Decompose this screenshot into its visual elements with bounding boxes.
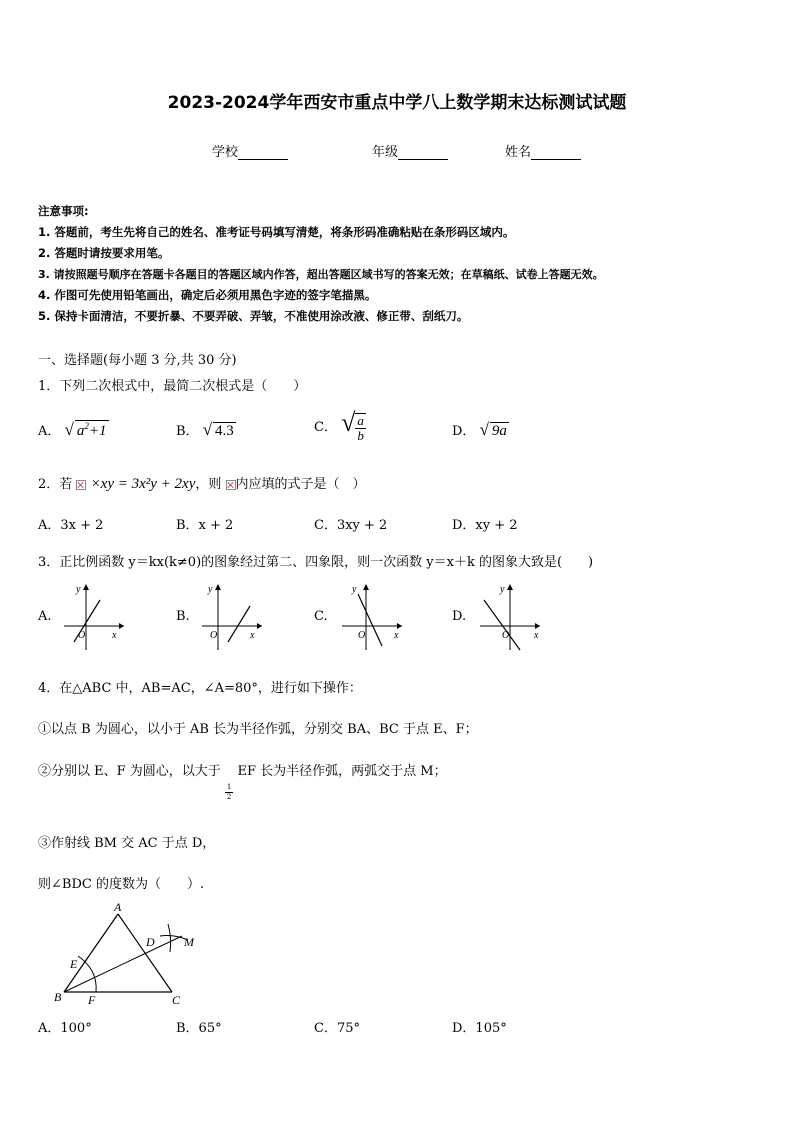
svg-text:y: y: [208, 584, 213, 595]
svg-text:O: O: [210, 630, 218, 641]
q4-option-b[interactable]: B．65°: [176, 1021, 222, 1036]
question-2-stem: 2．若 ×xy = 3x²y + 2xy，则 内应填的式子是（ ）: [38, 476, 366, 492]
half-fraction: $\frac{1}{2}$: [226, 783, 232, 801]
svg-text:y: y: [76, 584, 81, 595]
option-label: B．: [176, 424, 199, 439]
sqrt-expression: √ 9a: [479, 420, 507, 439]
placeholder-box-icon: [76, 480, 86, 490]
q1-option-a[interactable]: [38, 420, 109, 440]
q2-option-b[interactable]: B．x + 2: [176, 518, 234, 533]
svg-text:O: O: [502, 630, 510, 641]
svg-text:F: F: [88, 993, 96, 1007]
q1-option-d[interactable]: [452, 420, 509, 440]
q3-graph-a[interactable]: [60, 580, 128, 652]
svg-text:x: x: [394, 630, 399, 641]
equation: ×xy = 3x²y + 2xy: [90, 476, 196, 492]
q3-option-a-label[interactable]: A.: [38, 609, 52, 624]
svg-text:M: M: [184, 935, 194, 949]
notice-item: 4. 作图可先使用铅笔画出，确定后必须用黑色字迹的签字笔描黑。: [38, 288, 377, 302]
q2-option-c[interactable]: C．3xy + 2: [314, 518, 388, 533]
notice-item: 3. 请按照题号顺序在答题卡各题目的答题区域内作答，超出答题区域书写的答案无效；在草稿纸、试卷上答题无效。: [38, 268, 604, 281]
svg-text:x: x: [112, 630, 117, 641]
q4-step-3: ③作射线 BM 交 AC 于点 D，: [38, 836, 216, 851]
q4-step-1: ①以点 B 为圆心，以小于 AB 长为半径作弧，分别交 BA、BC 于点 E、F；: [38, 722, 478, 737]
svg-text:O: O: [358, 630, 366, 641]
name-field[interactable]: [505, 141, 581, 160]
q4-option-a[interactable]: A．100°: [38, 1021, 92, 1036]
svg-text:A: A: [114, 900, 122, 914]
q4-step-2: ②分别以 E、F 为圆心，以大于 $\frac{1}{2}$ EF 长为半径作弧，两弧交于点 M；: [38, 764, 447, 801]
svg-text:y: y: [352, 584, 357, 595]
option-label: D．: [452, 424, 476, 439]
q1-option-c[interactable]: [314, 408, 366, 443]
triangle-figure: [50, 900, 210, 1010]
q3-graph-b[interactable]: [198, 580, 266, 652]
notice-item: 2. 答题时请按要求用笔。: [38, 246, 170, 260]
option-label: A．: [38, 424, 61, 439]
notice-item: 5. 保持卡面清洁，不要折暴、不要弄破、弄皱，不准使用涂改液、修正带、刮纸刀。: [38, 309, 469, 323]
q2-option-d[interactable]: D．xy + 2: [452, 518, 518, 533]
q3-option-c-label[interactable]: C.: [314, 609, 328, 624]
q3-graph-c[interactable]: [338, 580, 406, 652]
q4-option-c[interactable]: C．75°: [314, 1021, 360, 1036]
svg-text:C: C: [172, 993, 181, 1007]
q2-option-a[interactable]: A．3x + 2: [38, 518, 104, 533]
q3-option-b-label[interactable]: B.: [176, 609, 190, 624]
school-label: 学校: [212, 145, 239, 160]
svg-text:E: E: [70, 957, 78, 971]
q4-option-d[interactable]: D．105°: [452, 1021, 507, 1036]
option-label: C．: [314, 420, 337, 435]
placeholder-box-icon: [226, 480, 236, 490]
question-3-stem: 3．正比例函数 y＝kx(k≠0)的图象经过第二、四象限，则一次函数 y＝x＋k 的图象大致是( ): [38, 555, 594, 570]
section-heading: 一、选择题(每小题 3 分,共 30 分): [38, 353, 237, 368]
grade-field[interactable]: [372, 141, 448, 160]
svg-text:D: D: [146, 935, 155, 949]
notice-heading: 注意事项:: [38, 204, 89, 218]
q1-option-b[interactable]: [176, 420, 236, 440]
sqrt-expression: √ 4.3: [202, 420, 234, 439]
svg-text:y: y: [500, 584, 505, 595]
q3-graph-d[interactable]: [476, 580, 548, 656]
name-label: 姓名: [505, 145, 532, 160]
q4-question: 则∠BDC 的度数为（ ）.: [38, 877, 205, 892]
sqrt-fraction: √ $\frac{a}{b}$: [341, 408, 364, 443]
grade-label: 年级: [372, 145, 399, 160]
sqrt-expression: √ $a^2+1$: [64, 420, 107, 439]
notice-item: 1. 答题前，考生先将自己的姓名、准考证号码填写清楚，将条形码准确粘贴在条形码区域内。: [38, 225, 515, 239]
q3-option-d-label[interactable]: D.: [452, 609, 467, 624]
svg-text:B: B: [54, 990, 62, 1004]
svg-text:x: x: [534, 630, 539, 641]
svg-text:O: O: [78, 630, 86, 641]
school-field[interactable]: [212, 141, 288, 160]
page-title: 2023-2024学年西安市重点中学八上数学期末达标测试试题: [167, 93, 627, 113]
question-1-stem: 1．下列二次根式中，最简二次根式是（ ）: [38, 379, 307, 394]
question-4-stem: 4．在△ABC 中，AB=AC，∠A=80°，进行如下操作：: [38, 681, 362, 696]
svg-text:x: x: [250, 630, 255, 641]
